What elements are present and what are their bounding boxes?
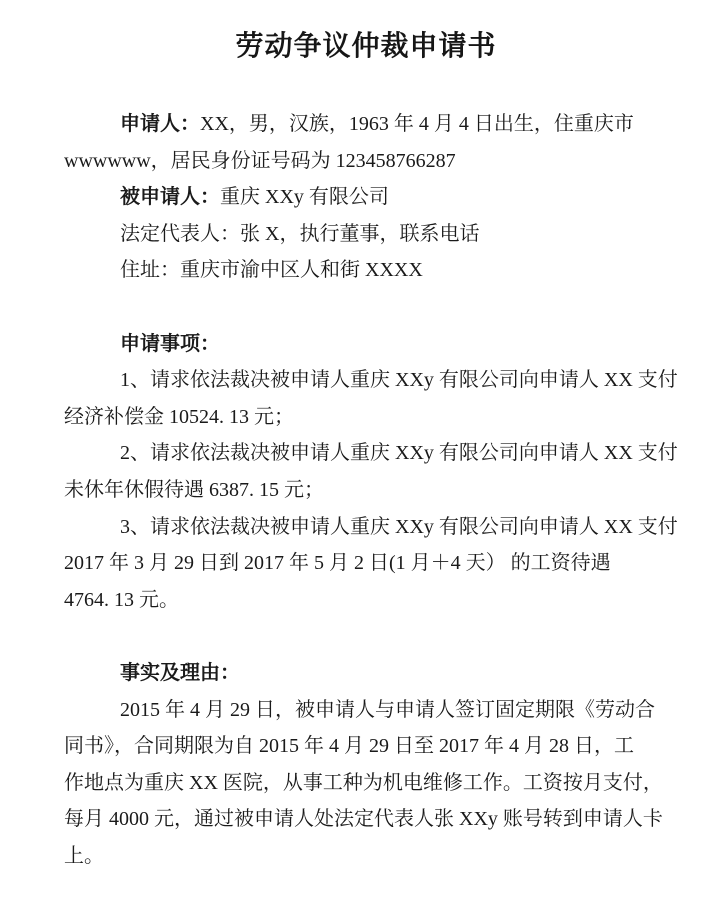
line-text: wwwwww，居民身份证号码为 123458766287 xyxy=(64,149,456,172)
line-bold-prefix: 申请事项： xyxy=(120,332,220,355)
text-line xyxy=(64,143,668,180)
text-line xyxy=(64,765,668,802)
line-text: 未休年休假待遇 6387. 15 元； xyxy=(64,478,324,501)
line-text: 每月 4000 元，通过被申请人处法定代表人张 XXy 账号转到申请人卡 xyxy=(64,808,663,831)
text-line xyxy=(64,179,668,216)
document-body xyxy=(64,106,678,874)
line-text: 2、请求依法裁决被申请人重庆 XXy 有限公司向申请人 XX 支付 xyxy=(120,442,678,465)
line-text: 2015 年 4 月 29 日，被申请人与申请人签订固定期限《劳动合 xyxy=(120,698,655,721)
text-line xyxy=(64,399,668,436)
text-line xyxy=(64,838,668,875)
text-line xyxy=(64,326,668,363)
text-line xyxy=(64,106,668,143)
text-line xyxy=(64,362,678,399)
line-bold-prefix: 申请人： xyxy=(120,113,200,135)
line-bold-prefix: 被申请人： xyxy=(120,186,220,209)
text-line xyxy=(64,435,678,472)
line-text: 经济补偿金 10524. 13 元； xyxy=(64,405,294,428)
line-text: 4764. 13 元。 xyxy=(64,588,179,611)
text-line xyxy=(64,692,668,729)
line-text: XX，男，汉族，1963 年 4 月 4 日出生，住重庆市 xyxy=(200,113,634,135)
line-text: 3、请求依法裁决被申请人重庆 XXy 有限公司向申请人 XX 支付 xyxy=(120,515,678,538)
line-text: 2017 年 3 月 29 日到 2017 年 5 月 2 日(1 月＋4 天） 的工资待遇 xyxy=(64,552,611,575)
line-bold-prefix: 事实及理由： xyxy=(120,661,240,684)
blank-line xyxy=(64,618,668,655)
text-line xyxy=(64,509,678,546)
text-line xyxy=(64,655,668,692)
text-line xyxy=(64,472,668,509)
text-line xyxy=(64,216,668,253)
text-line xyxy=(64,252,668,289)
blank-line xyxy=(64,289,668,326)
line-text: 重庆 XXy 有限公司 xyxy=(220,186,389,209)
text-line xyxy=(64,728,668,765)
line-text: 法定代表人：张 X，执行董事，联系电话 xyxy=(120,222,480,245)
line-text: 住址：重庆市渝中区人和街 XXXX xyxy=(120,259,423,282)
text-line xyxy=(64,801,668,838)
line-text: 上。 xyxy=(64,844,104,867)
line-text: 同书》，合同期限为自 2015 年 4 月 29 日至 2017 年 4 月 28 日，工 xyxy=(64,735,634,758)
line-text: 1、请求依法裁决被申请人重庆 XXy 有限公司向申请人 XX 支付 xyxy=(120,369,678,392)
text-line xyxy=(64,582,668,619)
document-title: 劳动争议仲裁申请书 xyxy=(235,30,497,61)
line-text: 作地点为重庆 XX 医院，从事工种为机电维修工作。工资按月支付， xyxy=(64,771,663,794)
text-line xyxy=(64,545,668,582)
